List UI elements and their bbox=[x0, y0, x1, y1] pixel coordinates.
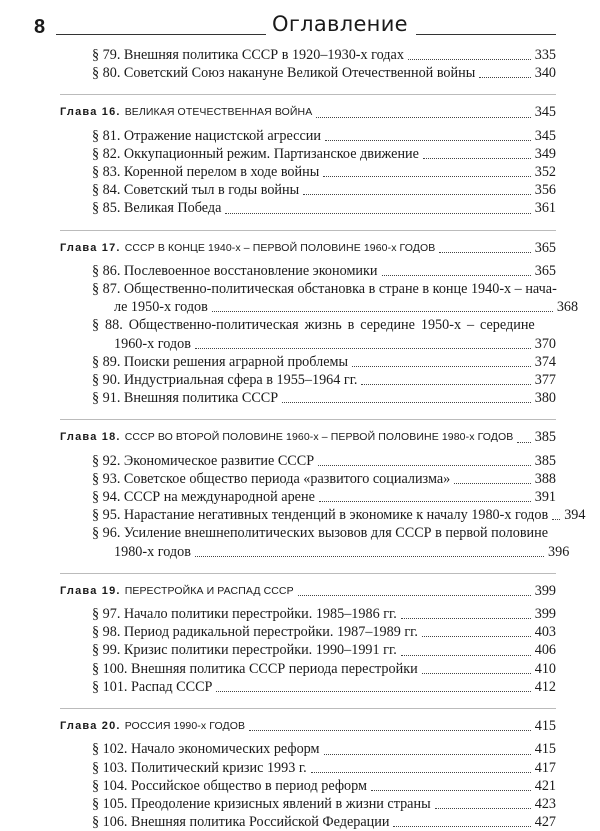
toc-entry bbox=[60, 641, 556, 659]
toc-entry bbox=[60, 163, 556, 181]
entry-page: 388 bbox=[534, 470, 556, 487]
entry-title: § 98. Период радикальной перестройки. 1987–1989 гг. bbox=[92, 624, 418, 641]
entry-title: § 99. Кризис политики перестройки. 1990–1991 гг. bbox=[92, 642, 397, 659]
toc-entry bbox=[60, 605, 556, 623]
chapter-separator bbox=[60, 708, 556, 709]
entry-page: 368 bbox=[556, 299, 579, 316]
toc-entry bbox=[60, 64, 556, 82]
dot-leader bbox=[323, 176, 530, 177]
entry-title: § 103. Политический кризис 1993 г. bbox=[92, 759, 307, 776]
toc-entry bbox=[60, 623, 556, 641]
dot-leader bbox=[324, 754, 531, 755]
dot-leader bbox=[282, 402, 531, 403]
dot-leader bbox=[195, 348, 531, 349]
table-of-contents bbox=[60, 46, 586, 831]
entry-page: 361 bbox=[534, 200, 556, 217]
page-number: 8 bbox=[34, 16, 46, 38]
toc-entry bbox=[60, 740, 556, 758]
entry-page: 396 bbox=[548, 543, 570, 560]
chapter-number: Глава 19. bbox=[60, 584, 121, 597]
dot-leader bbox=[517, 442, 530, 443]
entry-title: § 92. Экономическое развитие СССР bbox=[92, 452, 315, 469]
toc-entry bbox=[60, 452, 556, 470]
entry-title: § 97. Начало политики перестройки. 1985–1986 гг. bbox=[92, 606, 397, 623]
entry-title: § 80. Советский Союз накануне Великой Отечественной войны bbox=[92, 65, 476, 82]
entry-title: § 106. Внешняя политика Российской Федерации bbox=[92, 814, 390, 831]
entry-title: § 102. Начало экономических реформ bbox=[92, 741, 320, 758]
dot-leader bbox=[454, 483, 530, 484]
page-header bbox=[34, 10, 556, 40]
chapter-page: 415 bbox=[534, 718, 556, 735]
entry-page: 377 bbox=[534, 372, 556, 389]
dot-leader bbox=[401, 655, 531, 656]
toc-entry bbox=[60, 795, 556, 813]
dot-leader bbox=[382, 275, 531, 276]
dot-leader bbox=[371, 790, 531, 791]
entry-page: 365 bbox=[534, 262, 556, 279]
toc-entry bbox=[60, 127, 556, 145]
toc-entry bbox=[60, 660, 556, 678]
dot-leader bbox=[479, 77, 530, 78]
chapter-separator bbox=[60, 573, 556, 574]
entry-title: § 84. Советский тыл в годы войны bbox=[92, 182, 300, 199]
toc-entry bbox=[60, 759, 556, 777]
chapter-page: 399 bbox=[534, 582, 556, 599]
entry-page: 385 bbox=[534, 452, 556, 469]
dot-leader bbox=[316, 117, 530, 118]
entry-title: § 87. Общественно-политическая обстановка в стране в конце 1940-х – нача- bbox=[92, 281, 557, 298]
dot-leader bbox=[225, 213, 530, 214]
entry-page: 391 bbox=[534, 489, 556, 506]
entry-page: 421 bbox=[534, 777, 556, 794]
entry-title: § 100. Внешняя политика СССР периода перестройки bbox=[92, 660, 418, 677]
dot-leader bbox=[422, 673, 531, 674]
chapter-page: 345 bbox=[534, 104, 556, 121]
toc-entry bbox=[60, 470, 556, 488]
chapter-page: 385 bbox=[534, 429, 556, 446]
toc-entry bbox=[60, 389, 556, 407]
entry-title: § 91. Внешняя политика СССР bbox=[92, 390, 279, 407]
entry-line-1 bbox=[92, 280, 557, 298]
chapter-separator bbox=[60, 419, 556, 420]
entry-page: 412 bbox=[534, 678, 556, 695]
entry-title: § 90. Индустриальная сфера в 1955–1964 гг. bbox=[92, 372, 358, 389]
dot-leader bbox=[216, 691, 530, 692]
toc-entry bbox=[60, 145, 556, 163]
chapter-number: Глава 17. bbox=[60, 241, 121, 254]
dot-leader bbox=[352, 366, 531, 367]
entry-page: 370 bbox=[534, 335, 556, 352]
chapter-title: ПЕРЕСТРОЙКА И РАСПАД СССР bbox=[124, 584, 294, 597]
chapter-heading bbox=[60, 582, 556, 600]
entry-page: 406 bbox=[534, 642, 556, 659]
entry-title: § 82. Оккупационный режим. Партизанское движение bbox=[92, 145, 419, 162]
entry-title: § 79. Внешняя политика СССР в 1920–1930-х годах bbox=[92, 47, 404, 63]
chapter-title: СССР В КОНЦЕ 1940-х – ПЕРВОЙ ПОЛОВИНЕ 1960-х ГОДОВ bbox=[124, 241, 436, 254]
toc-entry bbox=[60, 280, 579, 316]
chapter-page: 365 bbox=[534, 239, 556, 256]
entry-title-continued: 1980-х годов bbox=[114, 543, 191, 560]
header-rule-right bbox=[416, 34, 556, 35]
entry-title: § 89. Поиски решения аграрной проблемы bbox=[92, 353, 349, 370]
dot-leader bbox=[552, 519, 560, 520]
entry-title: § 93. Советское общество периода «развитого социализма» bbox=[92, 470, 451, 487]
dot-leader bbox=[249, 730, 531, 731]
dot-leader bbox=[318, 465, 531, 466]
entry-page: 399 bbox=[534, 606, 556, 623]
toc-entry bbox=[60, 371, 556, 389]
entry-title: § 86. Послевоенное восстановление экономики bbox=[92, 262, 378, 279]
entry-title: § 83. Коренной перелом в ходе войны bbox=[92, 164, 320, 181]
entry-page: 423 bbox=[534, 795, 556, 812]
entry-page: 380 bbox=[534, 390, 556, 407]
entry-title: § 95. Нарастание негативных тенденций в экономике к началу 1980-х годов bbox=[92, 507, 549, 524]
toc-entry bbox=[60, 199, 556, 217]
toc-entry bbox=[60, 316, 556, 352]
entry-line-2 bbox=[92, 335, 535, 353]
entry-page: 356 bbox=[534, 182, 556, 199]
toc-entry bbox=[60, 181, 556, 199]
dot-leader bbox=[435, 808, 531, 809]
entry-title: § 101. Распад СССР bbox=[92, 678, 213, 695]
chapter-heading bbox=[60, 428, 556, 446]
dot-leader bbox=[325, 140, 531, 141]
dot-leader bbox=[439, 252, 530, 253]
toc-entry bbox=[60, 813, 556, 831]
page-title: Оглавление bbox=[272, 12, 408, 36]
dot-leader bbox=[298, 595, 531, 596]
dot-leader bbox=[311, 772, 531, 773]
toc-entry bbox=[60, 678, 556, 696]
chapter-heading bbox=[60, 717, 556, 735]
chapter-separator bbox=[60, 94, 556, 95]
toc-entry bbox=[60, 46, 556, 64]
chapter-heading bbox=[60, 239, 556, 257]
entry-page: 417 bbox=[534, 759, 556, 776]
entry-text bbox=[92, 524, 548, 560]
entry-text bbox=[92, 316, 535, 352]
dot-leader bbox=[212, 311, 553, 312]
toc-entry bbox=[60, 488, 556, 506]
dot-leader bbox=[319, 501, 531, 502]
entry-title: § 104. Российское общество в период реформ bbox=[92, 777, 367, 794]
chapter-title: ВЕЛИКАЯ ОТЕЧЕСТВЕННАЯ ВОЙНА bbox=[124, 106, 313, 119]
chapter-title: РОССИЯ 1990-х ГОДОВ bbox=[124, 720, 246, 733]
entry-line-1 bbox=[92, 316, 535, 334]
chapter-number: Глава 16. bbox=[60, 106, 121, 119]
toc-entry bbox=[60, 353, 556, 371]
entry-line-2 bbox=[92, 298, 557, 316]
entry-title-continued: 1960-х годов bbox=[114, 335, 191, 352]
entry-page: 349 bbox=[534, 145, 556, 162]
dot-leader bbox=[195, 556, 544, 557]
dot-leader bbox=[422, 636, 531, 637]
toc-entry bbox=[60, 524, 570, 560]
dot-leader bbox=[303, 194, 531, 195]
toc-entry bbox=[60, 777, 556, 795]
entry-title: § 105. Преодоление кризисных явлений в жизни страны bbox=[92, 795, 431, 812]
chapter-heading bbox=[60, 103, 556, 121]
chapter-separator bbox=[60, 230, 556, 231]
entry-page: 403 bbox=[534, 624, 556, 641]
entry-page: 340 bbox=[534, 65, 556, 82]
dot-leader bbox=[408, 59, 531, 60]
entry-page: 345 bbox=[534, 127, 556, 144]
chapter-number: Глава 20. bbox=[60, 720, 121, 733]
entry-title: § 88. Общественно-политическая жизнь в середине 1950-х – середине bbox=[92, 317, 535, 334]
entry-page: 335 bbox=[534, 47, 556, 63]
toc-entry bbox=[60, 262, 556, 280]
entry-page: 394 bbox=[564, 507, 586, 524]
dot-leader bbox=[393, 826, 530, 827]
entry-line-2 bbox=[92, 543, 548, 561]
entry-text bbox=[92, 280, 557, 316]
toc-entry bbox=[60, 506, 586, 524]
entry-page: 427 bbox=[534, 814, 556, 831]
dot-leader bbox=[401, 618, 531, 619]
entry-title: § 94. СССР на международной арене bbox=[92, 489, 315, 506]
header-rule-left bbox=[56, 34, 266, 35]
entry-title: § 81. Отражение нацистской агрессии bbox=[92, 127, 321, 144]
entry-title: § 85. Великая Победа bbox=[92, 200, 222, 217]
entry-page: 374 bbox=[534, 353, 556, 370]
chapter-title: СССР ВО ВТОРОЙ ПОЛОВИНЕ 1960-х – ПЕРВОЙ ПОЛОВИНЕ 1980-х ГОДОВ bbox=[124, 431, 514, 444]
entry-page: 352 bbox=[534, 164, 556, 181]
entry-page: 415 bbox=[534, 741, 556, 758]
dot-leader bbox=[423, 158, 531, 159]
entry-line-1 bbox=[92, 524, 548, 542]
entry-title-continued: ле 1950-х годов bbox=[114, 299, 208, 316]
entry-title: § 96. Усиление внешнеполитических вызовов для СССР в первой половине bbox=[92, 525, 549, 542]
entry-page: 410 bbox=[534, 660, 556, 677]
chapter-number: Глава 18. bbox=[60, 431, 121, 444]
dot-leader bbox=[361, 384, 530, 385]
